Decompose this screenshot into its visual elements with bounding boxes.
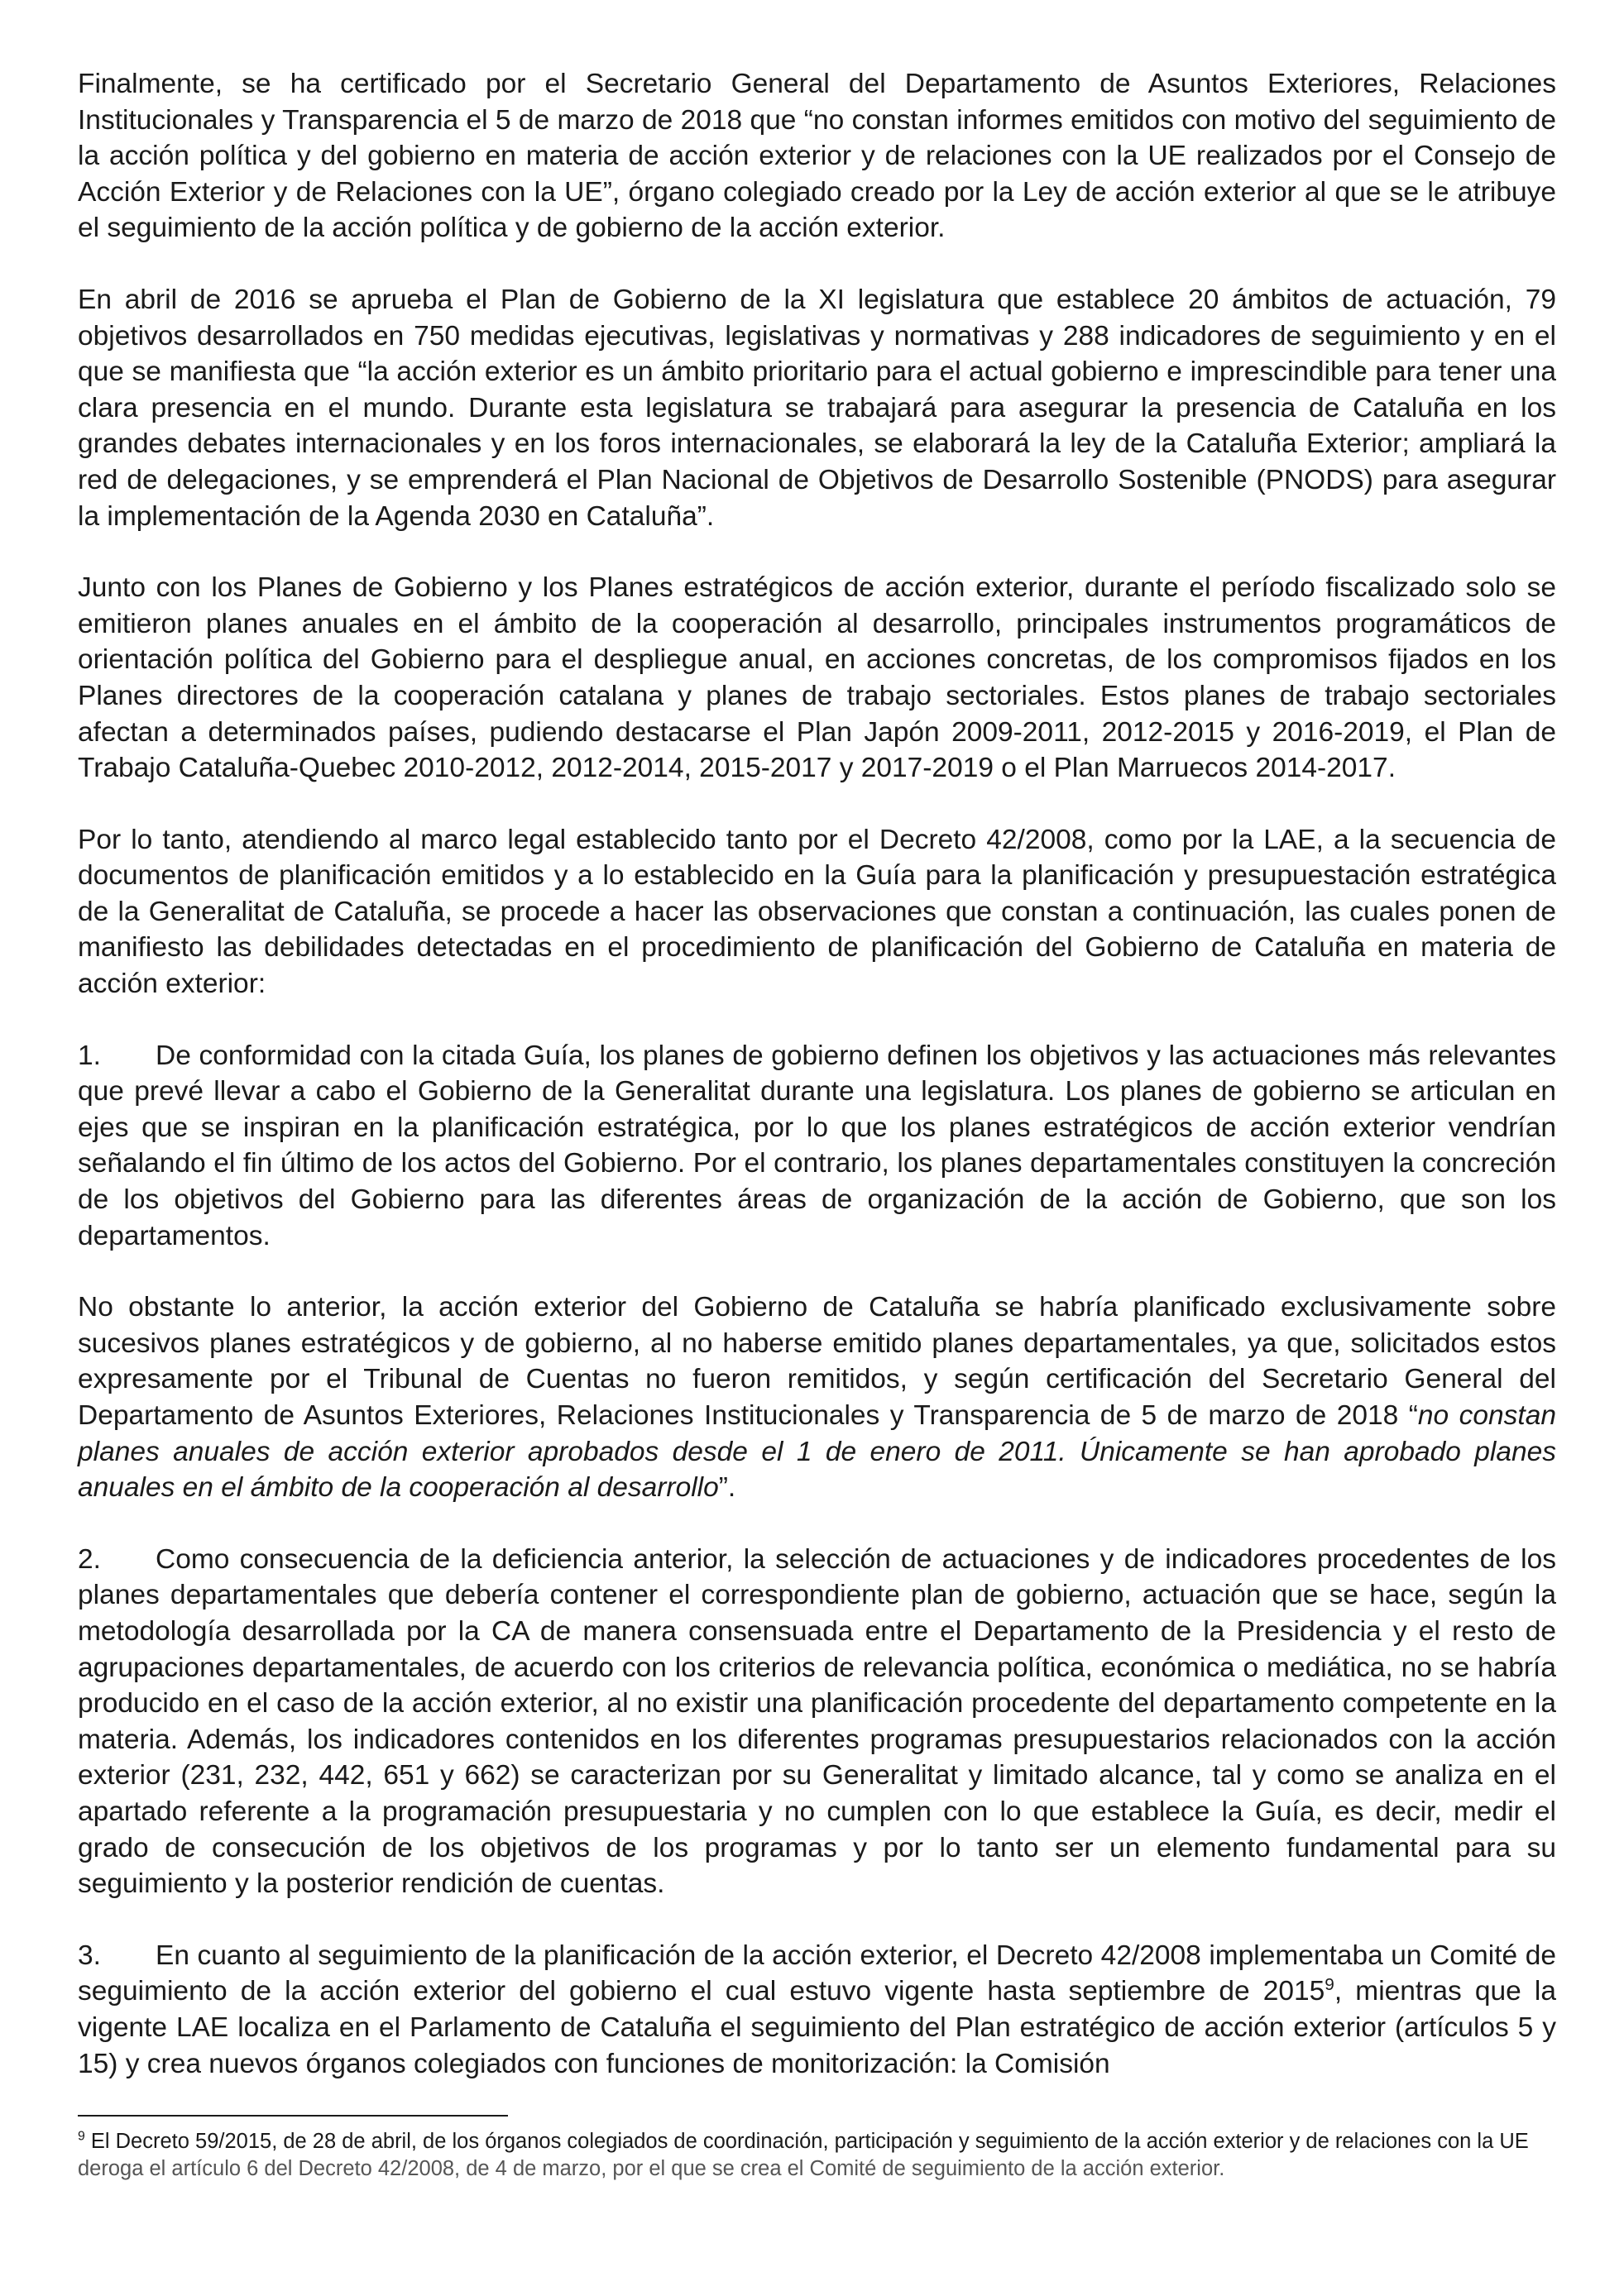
- paragraph-plan-gobierno-xi: En abril de 2016 se aprueba el Plan de Gobierno de la XI legislatura que establece 20 ámbitos de actuación, 79 objetivos desarrollados en 750 medidas ejecutivas, legislativas y normativas y 288 indicadores de seguimiento y en el que se manifiesta que “la acción exterior es un ámbito prioritario para el actual gobierno e imprescindible para tener una clara presencia en el mundo. Durante esta legislatura se trabajará para asegurar la presencia de Cataluña en los grandes debates internacionales y en los foros internacionales, se elaborará la ley de la Cataluña Exterior; ampliará la red de delegaciones, y se emprenderá el Plan Nacional de Objetivos de Desarrollo Sostenible (PNODS) para asegurar la implementación de la Agenda 2030 en Cataluña”.: [78, 284, 1556, 532]
- observation-1-number: 1.: [78, 1040, 101, 1071]
- footnote-text-a: El Decreto 59/2015, de 28 de abril, de los órganos colegiados de coordinación, participación y seguimiento de la acción exterior y de relaciones con la UE: [84, 2130, 1529, 2153]
- paragraph-no-obstante-text: No obstante lo anterior, la acción exterior del Gobierno de Cataluña se habría planificado exclusivamente sobre sucesivos planes estratégicos y de gobierno, al no haberse emitido planes departamentales, ya que, solicitados estos expresamente por el Tribunal de Cuentas no fueron remitidos, y según certificación del Secretario General del Departamento de Asuntos Exteriores, Relaciones Institucionales y Transparencia de 5 de marzo de 2018 “: [78, 1292, 1556, 1431]
- footnote-9: [78, 2128, 1556, 2182]
- paragraph-planes-anuales: Junto con los Planes de Gobierno y los Planes estratégicos de acción exterior, durante el período fiscalizado solo se emitieron planes anuales en el ámbito de la cooperación al desarrollo, principales instrumentos programáticos de orientación política del Gobierno para el despliegue anual, en acciones concretas, de los compromisos fijados en los Planes directores de la cooperación catalana y planes de trabajo sectoriales. Estos planes de trabajo sectoriales afectan a determinados países, pudiendo destacarse el Plan Japón 2009-2011, 2012-2015 y 2016-2019, el Plan de Trabajo Cataluña-Quebec 2010-2012, 2012-2014, 2015-2017 y 2017-2019 o el Plan Marruecos 2014-2017.: [78, 572, 1556, 784]
- observation-3-text-b: , mientras que la vigente LAE localiza en el Parlamento de Cataluña el seguimiento del Plan estratégico de acción exterior (artículos 5 y 15) y crea nuevos órganos colegiados con funciones de monitorización: la Comisión: [78, 1976, 1556, 2079]
- observation-2-number: 2.: [78, 1543, 101, 1575]
- observation-1-text: De conformidad con la citada Guía, los planes de gobierno definen los objetivos y las actuaciones más relevantes que prevé llevar a cabo el Gobierno de la Generalitat durante una legislatura. Los planes de gobierno se articulan en ejes que se inspiran en la planificación estratégica, por lo que los planes estratégicos de acción exterior vendrían señalando el fin último de los actos del Gobierno. Por el contrario, los planes departamentales constituyen la concreción de los objetivos del Gobierno para las diferentes áreas de organización de la acción de Gobierno, que son los departamentos.: [78, 1040, 1556, 1251]
- footnote-marker: 9: [78, 2129, 85, 2144]
- quote-close: ”.: [718, 1472, 736, 1504]
- paragraph-observaciones-intro: Por lo tanto, atendiendo al marco legal establecido tanto por el Decreto 42/2008, como por la LAE, a la secuencia de documentos de planificación emitidos y a lo establecido en la Guía para la planificación y presupuestación estratégica de la Generalitat de Cataluña, se procede a hacer las observaciones que constan a continuación, las cuales ponen de manifiesto las debilidades detectadas en el procedimiento de planificación del Gobierno de Cataluña en materia de acción exterior:: [78, 824, 1556, 1000]
- paragraph-consejo-certificacion: Finalmente, se ha certificado por el Secretario General del Departamento de Asuntos Exteriores, Relaciones Institucionales y Transparencia el 5 de marzo de 2018 que “no constan informes emitidos con motivo del seguimiento de la acción política y del gobierno en materia de acción exterior y de relaciones con la UE realizados por el Consejo de Acción Exterior y de Relaciones con la UE”, órgano colegiado creado por la Ley de acción exterior al que se le atribuye el seguimiento de la acción política y de gobierno de la acción exterior.: [78, 69, 1556, 244]
- observation-3-number: 3.: [78, 1940, 101, 1971]
- footnote-text-b: deroga el artículo 6 del Decreto 42/2008, de 4 de marzo, por el que se crea el Comité de seguimiento de la acción exterior.: [78, 2156, 1225, 2180]
- quote-certificacion-italic: no constan planes anuales de acción exterior aprobados desde el 1 de enero de 2011. Únicamente se han aprobado planes anuales en el ámbito de la cooperación al desarrollo: [78, 1400, 1556, 1504]
- observation-2-text: Como consecuencia de la deficiencia anterior, la selección de actuaciones y de indicadores procedentes de los planes departamentales que debería contener el correspondiente plan de gobierno, actuación que se hace, según la metodología desarrollada por la CA de manera consensuada entre el Departamento de la Presidencia y el resto de agrupaciones departamentales, de acuerdo con los criterios de relevancia política, económica o mediática, no se habría producido en el caso de la acción exterior, al no existir una planificación procedente del departamento competente en la materia. Además, los indicadores contenidos en los diferentes programas presupuestarios relacionados con la acción exterior (231, 232, 442, 651 y 662) se caracterizan por su Generalitat y limitado alcance, tal y como se analiza en el apartado referente a la programación presupuestaria y no cumplen con lo que establece la Guía, es decir, medir el grado de consecución de los objetivos de los programas y por lo tanto ser un elemento fundamental para su seguimiento y la posterior rendición de cuentas.: [78, 1543, 1556, 1900]
- paragraph-no-obstante: [78, 1289, 1556, 1506]
- footnote-reference-9[interactable]: 9: [1325, 1975, 1334, 1995]
- footnote-separator: [78, 2115, 508, 2117]
- observation-1: [78, 1038, 1556, 1255]
- observation-3: [78, 1938, 1556, 2082]
- observation-2: [78, 1542, 1556, 1902]
- observation-3-text-a: En cuanto al seguimiento de la planificación de la acción exterior, el Decreto 42/2008 implementaba un Comité de seguimiento de la acción exterior del gobierno el cual estuvo vigente hasta septiembre de 2015: [78, 1940, 1556, 2007]
